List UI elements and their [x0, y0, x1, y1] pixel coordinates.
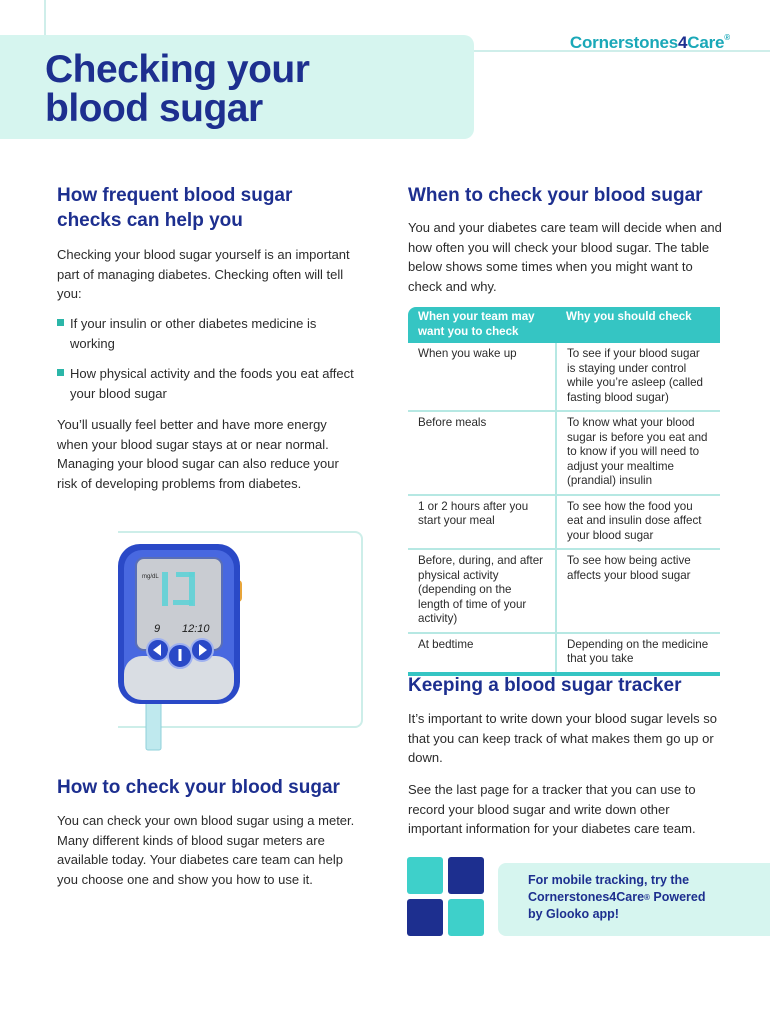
how-heading: How to check your blood sugar — [57, 777, 340, 798]
callout-line-3: by Glooko app! — [528, 907, 619, 921]
callout-line-1: For mobile tracking, try the — [528, 873, 690, 887]
list-item — [57, 364, 357, 403]
meter-time-readout: 12:10 — [182, 623, 210, 635]
meter-unit-label: mg/dL — [142, 574, 159, 580]
tracker-body-1: It’s important to write down your blood sugar levels so that you can keep track of what makes them go up or down. — [408, 711, 718, 765]
table-header-when: When your team may want you to check — [408, 307, 556, 343]
table-row — [408, 411, 720, 495]
list-item — [57, 314, 357, 353]
app-tile — [407, 857, 443, 894]
help-intro: Checking your blood sugar yourself is an important part of managing diabetes. Checking often will tell you: — [57, 247, 350, 301]
app-tile — [407, 899, 443, 936]
table-cell-why: To see how being active affects your blood sugar — [556, 549, 720, 633]
bullet-square-icon — [57, 319, 64, 326]
table-row — [408, 549, 720, 633]
callout-line-2-rest: Powered — [649, 890, 706, 904]
tracker-heading: Keeping a blood sugar tracker — [408, 675, 682, 696]
mobile-app-callout-text — [528, 872, 728, 923]
table-cell-why: To see how the food you eat and insulin dose affect your blood sugar — [556, 495, 720, 550]
help-outro: You’ll usually feel better and have more energy when your blood sugar stays at or near normal. Managing your blood sugar can also reduce your risk of developing problems from diabetes. — [57, 417, 339, 491]
benefits-list — [57, 314, 357, 414]
brand-logo — [570, 33, 730, 53]
list-item-text: If your insulin or other diabetes medicine is working — [70, 316, 317, 351]
table-row — [408, 633, 720, 674]
app-tiles-icon — [407, 857, 485, 936]
page-title-line-1: Checking your — [45, 48, 310, 91]
brand-logo-part: Cornerstones — [569, 33, 679, 52]
when-body: You and your diabetes care team will decide when and how often you will check your blood sugar. The table below shows some times when you might want to check and why. — [408, 220, 722, 294]
blood-glucose-meter-icon — [110, 538, 260, 753]
callout-reg-mark: ® — [644, 893, 650, 902]
app-tile — [448, 899, 484, 936]
table-row — [408, 343, 720, 411]
brand-logo-reg: ® — [724, 33, 730, 42]
decorative-line — [44, 0, 46, 35]
table-cell-why: Depending on the medicine that you take — [556, 633, 720, 674]
table-row — [408, 495, 720, 550]
bullet-square-icon — [57, 369, 64, 376]
table-cell-why: To know what your blood sugar is before you eat and to know if you will need to adjust your mealtime (prandial) insulin — [556, 411, 720, 495]
table-cell-when: Before meals — [408, 411, 556, 495]
brand-logo-part: Care — [687, 33, 725, 52]
table-header-row — [408, 307, 720, 343]
help-heading: How frequent blood sugar checks can help you — [57, 185, 293, 231]
meter-date-readout: 9 — [154, 623, 161, 635]
how-body: You can check your own blood sugar using a meter. Many different kinds of blood sugar meters are available today. Your diabetes care team can help you choose one and show you how to use it. — [57, 813, 355, 887]
check-times-table — [408, 307, 720, 676]
tracker-body-2: See the last page for a tracker that you can use to record your blood sugar and write down other important information for your diabetes care team. — [408, 782, 696, 836]
list-item-text: How physical activity and the foods you eat affect your blood sugar — [70, 366, 354, 401]
table-header-why: Why you should check — [556, 307, 720, 343]
table-cell-when: Before, during, and after physical activity (depending on the length of time of your activity) — [408, 549, 556, 633]
page-title — [45, 50, 445, 128]
table-cell-when: At bedtime — [408, 633, 556, 674]
app-tile — [448, 857, 484, 894]
table-cell-when: When you wake up — [408, 343, 556, 411]
table-cell-why: To see if your blood sugar is staying under control while you’re asleep (called fasting blood sugar) — [556, 343, 720, 411]
callout-line-2-brand: Cornerstones4Care — [528, 890, 645, 904]
when-heading: When to check your blood sugar — [408, 185, 703, 206]
brand-logo-part: 4 — [678, 33, 688, 52]
page-title-line-2: blood sugar — [45, 87, 263, 130]
table-cell-when: 1 or 2 hours after you start your meal — [408, 495, 556, 550]
